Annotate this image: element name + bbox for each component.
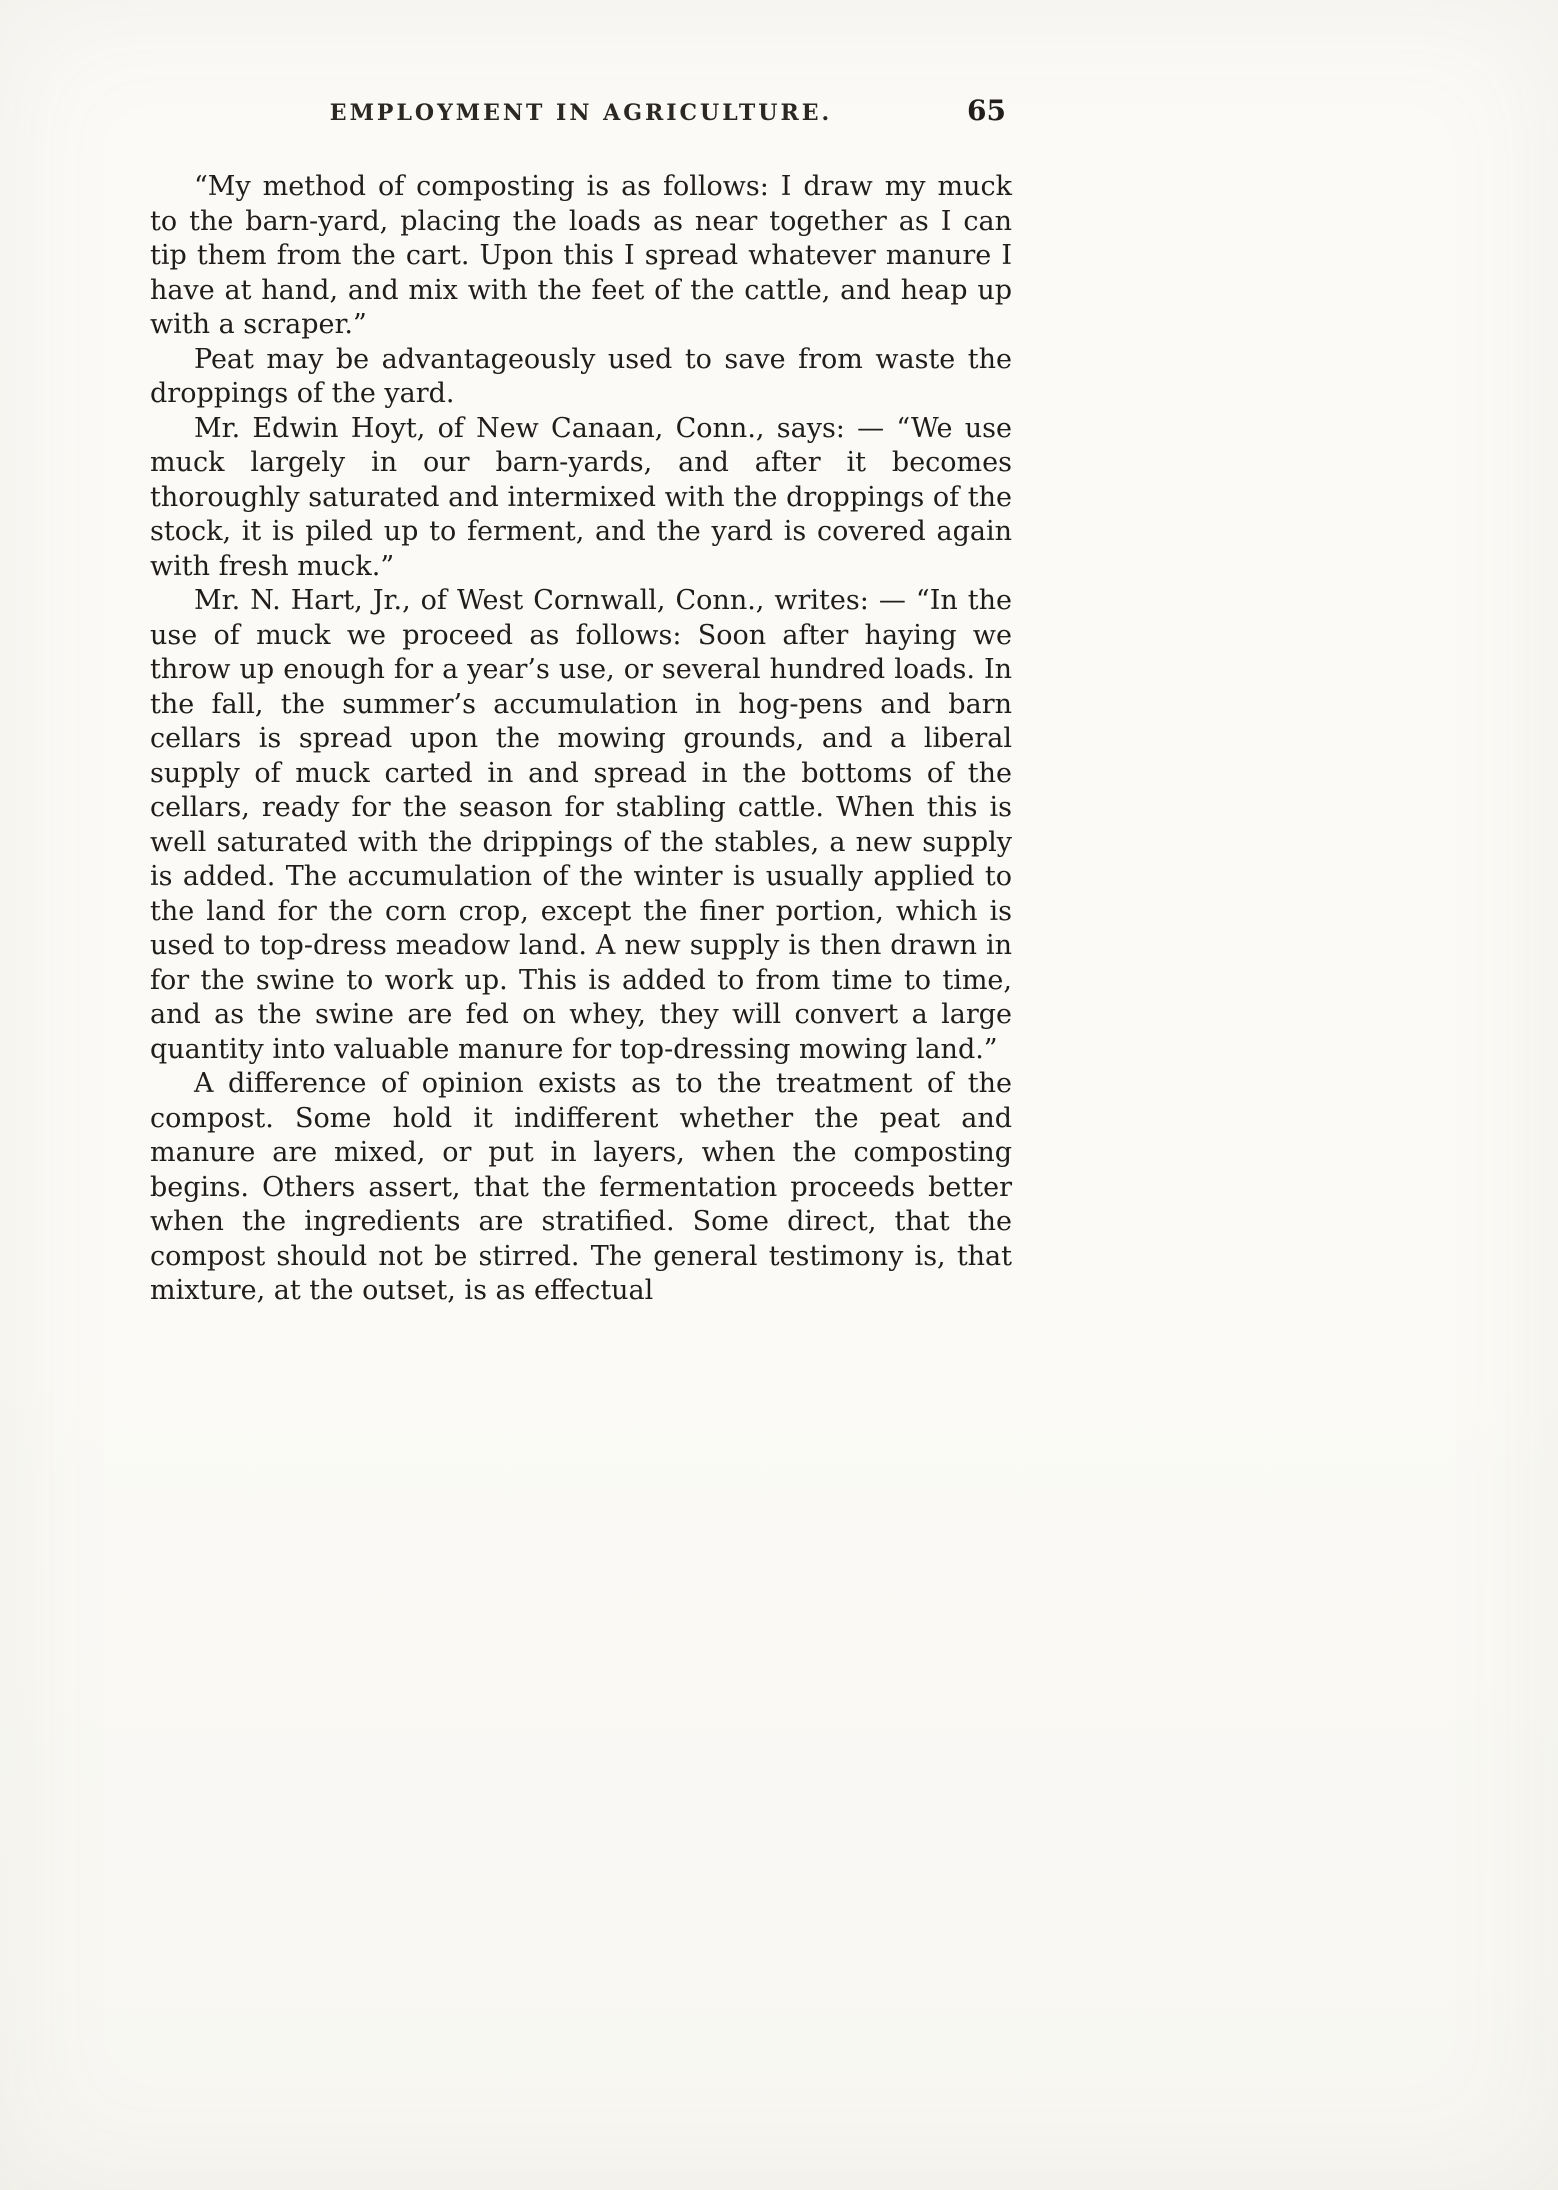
running-header-title: EMPLOYMENT IN AGRICULTURE. [329,100,833,126]
paragraph-edwin-hoyt-quote: Mr. Edwin Hoyt, of New Canaan, Conn., says: — “We use muck largely in our barn-yards, and after it becomes thoroughly saturated and intermixed with the droppings of the stock, it is piled up to ferment, and the yard is covered again with fresh muck.” [150,412,1012,582]
paragraph-peat-droppings: Peat may be advantageously used to save from waste the droppings of the yard. [150,343,1012,409]
text-block [150,94,1012,1309]
paragraph-n-hart-quote: Mr. N. Hart, Jr., of West Cornwall, Conn., writes: — “In the use of muck we proceed as follows: Soon after haying we throw up enough for a year’s use, or several hundred loads. In the fall, the summer’s accumulation in hog-pens and barn cellars is spread upon the mowing grounds, and a liberal supply of muck carted in and spread in the bottoms of the cellars, ready for the season for stabling cattle. When this is well saturated with the drippings of the stables, a new supply is added. The accumulation of the winter is usually applied to the land for the corn crop, except the finer portion, which is used to top-dress meadow land. A new supply is then drawn in for the swine to work up. This is added to from time to time, and as the swine are fed on whey, they will convert a large quantity into valuable manure for top-dressing mowing land.” [150,585,1012,1065]
body-text [150,170,1012,1309]
paragraph-composting-method-quote: “My method of composting is as follows: I draw my muck to the barn-yard, placing the loads as near together as I can tip them from the cart. Upon this I spread whatever manure I have at hand, and mix with the feet of the cattle, and heap up with a scraper.” [150,171,1012,340]
page-number: 65 [967,94,1006,127]
page-header [150,94,1012,142]
paragraph-difference-of-opinion: A difference of opinion exists as to the treatment of the compost. Some hold it indifferent whether the peat and manure are mixed, or put in layers, when the composting begins. Others assert, that the fermentation proceeds better when the ingredients are stratified. Some direct, that the compost should not be stirred. The general testimony is, that mixture, at the outset, is as effectual [150,1068,1012,1306]
